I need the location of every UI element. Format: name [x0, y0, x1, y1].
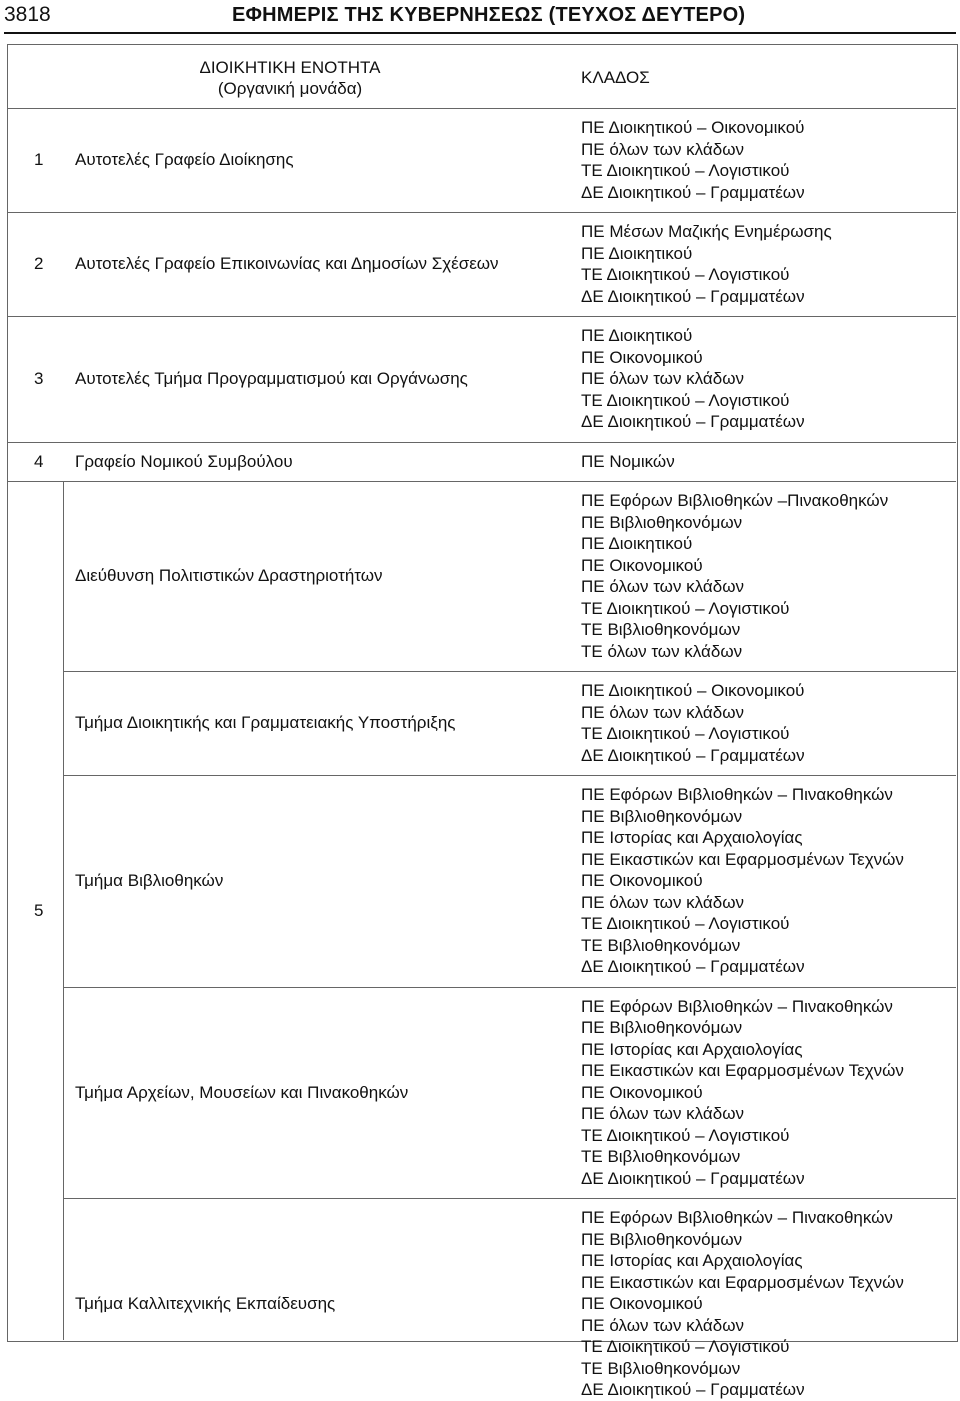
branch-item: ΠΕ Ιστορίας και Αρχαιολογίας: [581, 828, 803, 847]
branch-item: ΤΕ Διοικητικού – Λογιστικού: [581, 914, 790, 933]
subunit-name: Διεύθυνση Πολιτιστικών Δραστηριοτήτων: [75, 566, 383, 586]
row-divider: [7, 442, 956, 443]
branch-item: ΤΕ Διοικητικού – Λογιστικού: [581, 1125, 790, 1145]
row-number: 2: [34, 254, 44, 274]
branch-item: ΠΕ Βιβλιοθηκονόμων: [581, 512, 743, 532]
branch-item: ΠΕ όλων των κλάδων: [581, 1315, 744, 1335]
branch-item: ΠΕ όλων των κλάδων: [581, 892, 744, 912]
row-divider: [7, 316, 956, 317]
branch-item: ΠΕ Εφόρων Βιβλιοθηκών – Πινακοθηκών: [581, 1208, 893, 1227]
subunit-name: Τμήμα Βιβλιοθηκών: [75, 871, 224, 890]
branch-item: ΠΕ όλων των κλάδων: [581, 702, 744, 722]
column-divider: [63, 481, 64, 1340]
branch-item: ΠΕ Ιστορίας και Αρχαιολογίας: [581, 1251, 803, 1270]
branch-item: ΠΕ Οικονομικού: [581, 555, 703, 575]
header-rule: [4, 32, 956, 34]
row-divider: [7, 212, 956, 213]
page-header: [0, 0, 960, 32]
branch-item: ΠΕ Διοικητικού: [581, 243, 693, 263]
row-divider: [63, 1198, 956, 1199]
branch-item: ΠΕ Διοικητικού: [581, 534, 693, 553]
row-divider: [63, 987, 956, 988]
branch-item: ΠΕ Εφόρων Βιβλιοθηκών – Πινακοθηκών: [581, 785, 893, 804]
branch-item: ΠΕ Εφόρων Βιβλιοθηκών –Πινακοθηκών: [581, 491, 889, 510]
branch-item: ΠΕ Οικονομικού: [581, 871, 703, 890]
branch-item: ΤΕ Διοικητικού – Λογιστικού: [581, 1337, 790, 1356]
row-number: 3: [34, 369, 44, 388]
unit-name: Αυτοτελές Γραφείο Διοίκησης: [75, 150, 294, 170]
branch-item: ΠΕ όλων των κλάδων: [581, 577, 744, 596]
branch-item: ΠΕ Εικαστικών και Εφαρμοσμένων Τεχνών: [581, 1272, 904, 1292]
branch-item: ΔΕ Διοικητικού – Γραμματέων: [581, 286, 805, 306]
branch-item: ΤΕ Διοικητικού – Λογιστικού: [581, 724, 790, 743]
branch-item: ΠΕ Εικαστικών και Εφαρμοσμένων Τεχνών: [581, 849, 904, 869]
subunit-name: Τμήμα Διοικητικής και Γραμματειακής Υποστήριξης: [75, 713, 456, 733]
branch-item: ΔΕ Διοικητικού – Γραμματέων: [581, 1380, 805, 1399]
row-number: 5: [34, 900, 44, 920]
unit-name: Γραφείο Νομικού Συμβούλου: [75, 451, 293, 471]
branch-item: ΤΕ Διοικητικού – Λογιστικού: [581, 161, 790, 180]
branch-item: ΠΕ όλων των κλάδων: [581, 139, 744, 159]
branch-item: ΔΕ Διοικητικού – Γραμματέων: [581, 1168, 805, 1188]
branch-item: ΠΕ όλων των κλάδων: [581, 1104, 744, 1123]
branch-item: ΤΕ Βιβλιοθηκονόμων: [581, 1147, 741, 1166]
branch-item: ΤΕ Διοικητικού – Λογιστικού: [581, 598, 790, 618]
branch-item: ΠΕ Οικονομικού: [581, 1294, 703, 1313]
subunit-name: Τμήμα Καλλιτεχνικής Εκπαίδευσης: [75, 1294, 336, 1313]
branch-item: ΠΕ Εφόρων Βιβλιοθηκών – Πινακοθηκών: [581, 996, 893, 1016]
branch-item: ΠΕ Νομικών: [581, 451, 675, 471]
gazette-title: ΕΦΗΜΕΡΙΣ ΤΗΣ ΚΥΒΕΡΝΗΣΕΩΣ (ΤΕΥΧΟΣ ΔΕΥΤΕΡΟ): [232, 4, 746, 26]
page-number: 3818: [4, 3, 51, 26]
branch-item: ΤΕ Διοικητικού – Λογιστικού: [581, 390, 790, 410]
subunit-name: Τμήμα Αρχείων, Μουσείων και Πινακοθηκών: [75, 1082, 409, 1102]
unit-name: Αυτοτελές Τμήμα Προγραμματισμού και Οργάνωσης: [75, 369, 468, 388]
branch-item: ΔΕ Διοικητικού – Γραμματέων: [581, 412, 805, 431]
branch-item: ΤΕ όλων των κλάδων: [581, 641, 743, 661]
col-branch-title: ΚΛΑΔΟΣ: [581, 68, 650, 87]
branch-item: ΤΕ Βιβλιοθηκονόμων: [581, 935, 741, 955]
branch-item: ΠΕ Βιβλιοθηκονόμων: [581, 1018, 743, 1037]
branch-item: ΠΕ Διοικητικού: [581, 326, 693, 345]
row-divider: [63, 775, 956, 776]
col-unit-subtitle: (Οργανική μονάδα): [217, 79, 363, 98]
row-divider: [7, 481, 956, 482]
branch-item: ΔΕ Διοικητικού – Γραμματέων: [581, 182, 805, 202]
row-divider: [7, 108, 956, 109]
row-divider: [63, 671, 956, 672]
branch-item: ΔΕ Διοικητικού – Γραμματέων: [581, 745, 805, 765]
branch-item: ΠΕ Εικαστικών και Εφαρμοσμένων Τεχνών: [581, 1061, 904, 1080]
row-number: 4: [34, 451, 44, 471]
branch-item: ΤΕ Διοικητικού – Λογιστικού: [581, 265, 790, 284]
branch-item: ΠΕ όλων των κλάδων: [581, 369, 744, 388]
branch-item: ΠΕ Ιστορίας και Αρχαιολογίας: [581, 1039, 803, 1059]
branch-item: ΠΕ Οικονομικού: [581, 347, 703, 367]
branch-item: ΤΕ Βιβλιοθηκονόμων: [581, 1358, 741, 1378]
branch-item: ΠΕ Οικονομικού: [581, 1082, 703, 1102]
row-number: 1: [34, 150, 44, 170]
branch-item: ΠΕ Διοικητικού – Οικονομικού: [581, 118, 805, 137]
unit-name: Αυτοτελές Γραφείο Επικοινωνίας και Δημοσίων Σχέσεων: [75, 254, 499, 274]
branch-item: ΠΕ Μέσων Μαζικής Ενημέρωσης: [581, 222, 832, 241]
branch-item: ΔΕ Διοικητικού – Γραμματέων: [581, 957, 805, 976]
col-unit-title: ΔΙΟΙΚΗΤΙΚΗ ΕΝΟΤΗΤΑ: [199, 58, 381, 77]
branch-item: ΠΕ Διοικητικού – Οικονομικού: [581, 681, 805, 700]
branch-item: ΠΕ Βιβλιοθηκονόμων: [581, 1229, 743, 1249]
branch-item: ΠΕ Βιβλιοθηκονόμων: [581, 806, 743, 826]
branch-item: ΤΕ Βιβλιοθηκονόμων: [581, 620, 741, 639]
